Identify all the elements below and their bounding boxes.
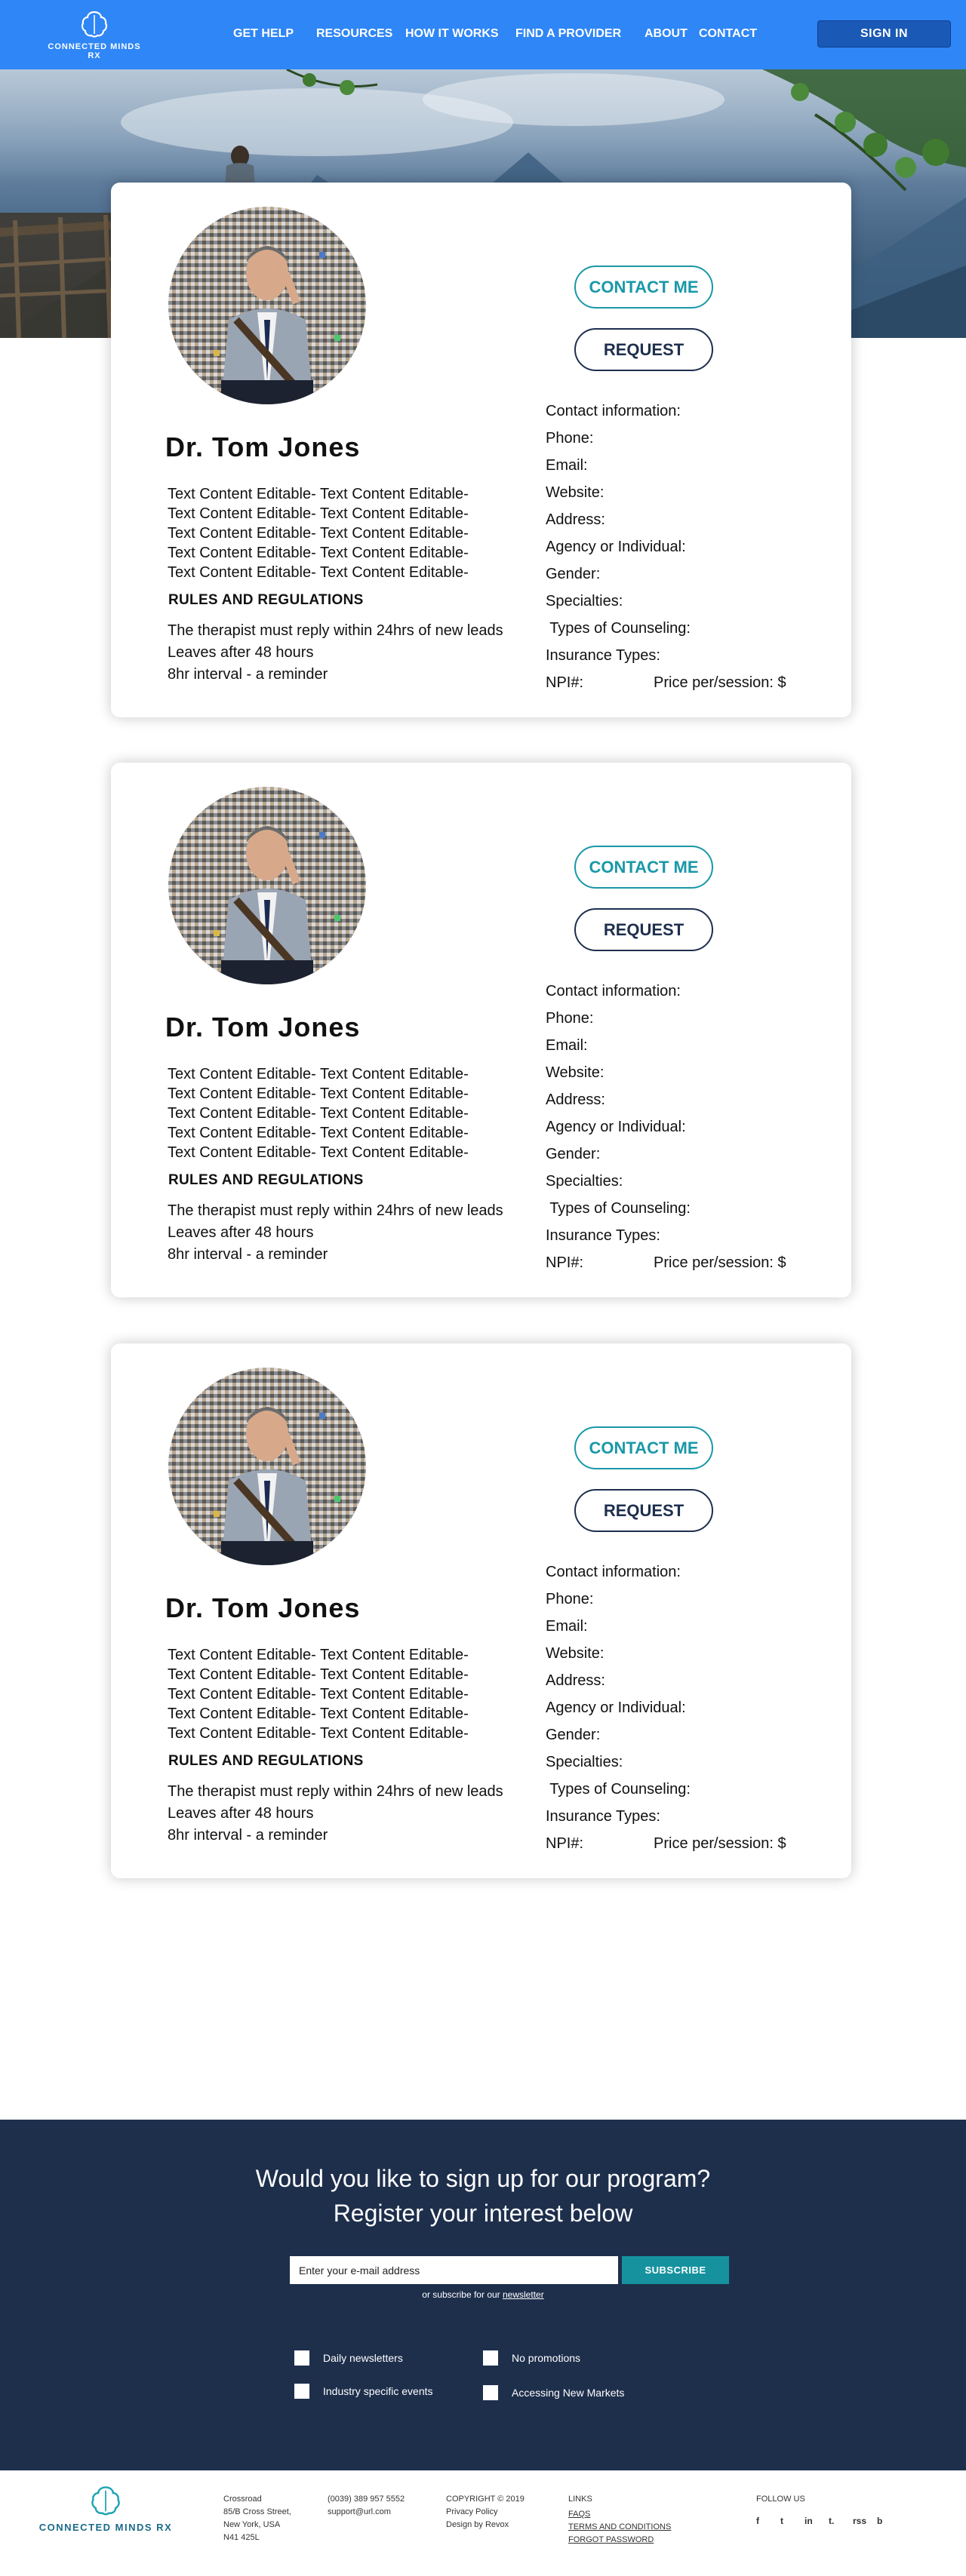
info-insurance: Insurance Types: — [546, 647, 660, 664]
info-website: Website: — [546, 1645, 605, 1662]
contact-me-button[interactable]: CONTACT ME — [574, 266, 713, 309]
footer-links — [568, 2493, 671, 2547]
provider-description — [168, 1645, 500, 1743]
info-counseling: Types of Counseling: — [546, 620, 691, 637]
contact-info — [546, 1558, 832, 1857]
info-npi: NPI#: — [546, 674, 584, 691]
rule-item: The therapist must reply within 24hrs of new leads — [168, 1202, 503, 1219]
rules-title: RULES AND REGULATIONS — [168, 592, 364, 608]
info-price: Price per/session: $ — [654, 1254, 786, 1271]
top-navigation-bar — [0, 0, 966, 69]
footer-copyright: COPYRIGHT © 2019 — [446, 2495, 525, 2504]
rule-item: Leaves after 48 hours — [168, 1805, 314, 1822]
provider-name: Dr. Tom Jones — [165, 431, 361, 462]
rss-icon[interactable]: rss — [853, 2516, 867, 2526]
rules-list — [168, 1781, 503, 1847]
rule-item: Leaves after 48 hours — [168, 1224, 314, 1241]
checkbox-box[interactable] — [483, 2350, 498, 2366]
provider-name: Dr. Tom Jones — [165, 1592, 361, 1623]
info-gender: Gender: — [546, 1146, 601, 1162]
info-phone: Phone: — [546, 430, 594, 447]
footer-privacy-link[interactable]: Privacy Policy — [446, 2507, 498, 2516]
rule-item: 8hr interval - a reminder — [168, 1827, 328, 1844]
newsletter-link[interactable]: newsletter — [503, 2289, 544, 2300]
rules-list — [168, 620, 503, 686]
rule-item: Leaves after 48 hours — [168, 644, 314, 661]
rule-item: The therapist must reply within 24hrs of new leads — [168, 1783, 503, 1800]
info-email: Email: — [546, 1037, 588, 1054]
footer-email[interactable]: support@url.com — [328, 2507, 391, 2516]
request-button[interactable]: REQUEST — [574, 908, 713, 951]
links-title: LINKS — [568, 2495, 592, 2504]
rule-item: The therapist must reply within 24hrs of new leads — [168, 622, 503, 639]
sign-in-button[interactable]: SIGN IN — [817, 20, 951, 48]
social-icons — [756, 2516, 901, 2526]
signup-heading: Would you like to sign up for our program? — [255, 2165, 711, 2192]
footer-logo-text: CONNECTED MINDS RX — [38, 2522, 173, 2533]
footer-link-faqs[interactable]: FAQS — [568, 2510, 591, 2519]
address-line: Crossroad — [223, 2495, 262, 2504]
info-contact: Contact information: — [546, 403, 681, 419]
checkbox-label: Daily newsletters — [323, 2352, 403, 2364]
footer-credit: Design by Revox — [446, 2520, 509, 2529]
provider-photo — [168, 787, 366, 984]
description-line: Text Content Editable- Text Content Editable- — [168, 1725, 469, 1742]
logo-text: CONNECTED MINDS RX — [48, 42, 141, 60]
info-email: Email: — [546, 1618, 588, 1635]
info-counseling: Types of Counseling: — [546, 1781, 691, 1798]
nav-contact[interactable]: CONTACT — [699, 27, 758, 40]
provider-photo — [168, 207, 366, 404]
facebook-icon[interactable]: f — [756, 2516, 759, 2526]
email-input[interactable] — [290, 2256, 618, 2284]
info-website: Website: — [546, 484, 605, 501]
info-insurance: Insurance Types: — [546, 1808, 660, 1825]
info-insurance: Insurance Types: — [546, 1227, 660, 1244]
rules-title: RULES AND REGULATIONS — [168, 1172, 364, 1188]
rule-item: 8hr interval - a reminder — [168, 666, 328, 683]
contact-me-button[interactable]: CONTACT ME — [574, 846, 713, 889]
description-line: Text Content Editable- Text Content Editable- — [168, 564, 469, 581]
description-line: Text Content Editable- Text Content Editable- — [168, 1647, 469, 1663]
nav-resources[interactable]: RESOURCES — [316, 27, 393, 40]
brain-icon — [88, 2484, 123, 2517]
subscribe-button[interactable]: SUBSCRIBE — [622, 2256, 729, 2284]
footer-address — [223, 2493, 291, 2544]
info-agency: Agency or Individual: — [546, 1699, 686, 1716]
brain-icon — [79, 9, 109, 39]
description-line: Text Content Editable- Text Content Editable- — [168, 1105, 469, 1122]
newsletter-signup-section — [0, 2120, 966, 2470]
checkbox-box[interactable] — [294, 2350, 309, 2366]
checkbox-label: Accessing New Markets — [512, 2387, 625, 2399]
description-line: Text Content Editable- Text Content Editable- — [168, 525, 469, 542]
provider-avatar — [168, 1368, 366, 1565]
checkbox-industry-events[interactable] — [294, 2384, 433, 2399]
nav-how-it-works[interactable]: HOW IT WORKS — [405, 27, 499, 40]
provider-description — [168, 484, 500, 582]
description-line: Text Content Editable- Text Content Editable- — [168, 1144, 469, 1161]
description-line: Text Content Editable- Text Content Editable- — [168, 1686, 469, 1702]
checkbox-daily-newsletters[interactable] — [294, 2350, 403, 2366]
info-specialties: Specialties: — [546, 593, 623, 609]
provider-card — [111, 183, 851, 717]
rules-title: RULES AND REGULATIONS — [168, 1753, 364, 1769]
nav-find-a-provider[interactable]: FIND A PROVIDER — [515, 27, 622, 40]
info-website: Website: — [546, 1064, 605, 1081]
contact-info — [546, 978, 832, 1276]
tumblr-icon[interactable]: t. — [829, 2516, 835, 2526]
info-agency: Agency or Individual: — [546, 539, 686, 555]
checkbox-label: Industry specific events — [323, 2385, 433, 2397]
linkedin-icon[interactable]: in — [804, 2516, 813, 2526]
footer-link-terms[interactable]: TERMS AND CONDITIONS — [568, 2522, 672, 2531]
info-price: Price per/session: $ — [654, 1835, 786, 1852]
rules-list — [168, 1200, 503, 1266]
site-footer — [0, 2470, 966, 2576]
contact-info — [546, 398, 832, 696]
description-line: Text Content Editable- Text Content Editable- — [168, 1085, 469, 1102]
footer-follow — [756, 2493, 805, 2506]
info-specialties: Specialties: — [546, 1754, 623, 1770]
rule-item: 8hr interval - a reminder — [168, 1246, 328, 1263]
footer-logo[interactable] — [38, 2484, 174, 2533]
description-line: Text Content Editable- Text Content Editable- — [168, 1125, 469, 1141]
info-address: Address: — [546, 1091, 605, 1108]
follow-title: FOLLOW US — [756, 2495, 805, 2504]
info-address: Address: — [546, 1672, 605, 1689]
info-agency: Agency or Individual: — [546, 1119, 686, 1135]
request-button[interactable]: REQUEST — [574, 328, 713, 371]
description-line: Text Content Editable- Text Content Editable- — [168, 1666, 469, 1683]
footer-link-forgot-password[interactable]: FORGOT PASSWORD — [568, 2535, 654, 2544]
provider-avatar — [168, 207, 366, 404]
provider-card — [111, 763, 851, 1297]
provider-avatar — [168, 787, 366, 984]
info-npi: NPI#: — [546, 1254, 584, 1271]
footer-contact — [328, 2493, 405, 2519]
provider-card — [111, 1343, 851, 1878]
description-line: Text Content Editable- Text Content Editable- — [168, 1066, 469, 1082]
info-address: Address: — [546, 511, 605, 528]
checkbox-no-promotions[interactable] — [483, 2350, 580, 2366]
description-line: Text Content Editable- Text Content Editable- — [168, 545, 469, 561]
info-npi: NPI#: — [546, 1835, 584, 1852]
nav-about[interactable]: ABOUT — [645, 27, 688, 40]
address-line: New York, USA — [223, 2520, 281, 2529]
info-email: Email: — [546, 457, 588, 474]
signup-subheading: Register your interest below — [333, 2200, 633, 2227]
description-line: Text Content Editable- Text Content Editable- — [168, 505, 469, 522]
provider-photo — [168, 1368, 366, 1565]
checkbox-new-markets[interactable] — [483, 2385, 624, 2400]
checkbox-box[interactable] — [294, 2384, 309, 2399]
info-gender: Gender: — [546, 1727, 601, 1743]
contact-me-button[interactable]: CONTACT ME — [574, 1426, 713, 1469]
info-specialties: Specialties: — [546, 1173, 623, 1190]
address-line: N41 425L — [223, 2533, 260, 2542]
info-gender: Gender: — [546, 566, 601, 582]
provider-name: Dr. Tom Jones — [165, 1012, 361, 1042]
info-npi-row — [546, 1830, 832, 1857]
info-npi-row — [546, 669, 832, 696]
info-price: Price per/session: $ — [654, 674, 786, 691]
checkbox-box[interactable] — [483, 2385, 498, 2400]
address-line: 85/B Cross Street, — [223, 2507, 291, 2516]
info-npi-row — [546, 1249, 832, 1276]
description-line: Text Content Editable- Text Content Editable- — [168, 486, 469, 502]
blogger-icon[interactable]: b — [877, 2516, 883, 2526]
info-phone: Phone: — [546, 1010, 594, 1027]
site-logo[interactable] — [42, 9, 147, 60]
description-line: Text Content Editable- Text Content Editable- — [168, 1706, 469, 1722]
footer-phone: (0039) 389 957 5552 — [328, 2495, 405, 2504]
nav-get-help[interactable]: GET HELP — [233, 27, 294, 40]
info-phone: Phone: — [546, 1591, 594, 1607]
subscribe-note — [0, 2289, 966, 2300]
provider-description — [168, 1064, 500, 1162]
twitter-icon[interactable]: t — [780, 2516, 783, 2526]
info-contact: Contact information: — [546, 983, 681, 999]
info-counseling: Types of Counseling: — [546, 1200, 691, 1217]
checkbox-label: No promotions — [512, 2352, 581, 2364]
footer-legal — [446, 2493, 525, 2531]
info-contact: Contact information: — [546, 1564, 681, 1580]
subscribe-note-text: or subscribe for our — [422, 2289, 503, 2300]
request-button[interactable]: REQUEST — [574, 1489, 713, 1532]
